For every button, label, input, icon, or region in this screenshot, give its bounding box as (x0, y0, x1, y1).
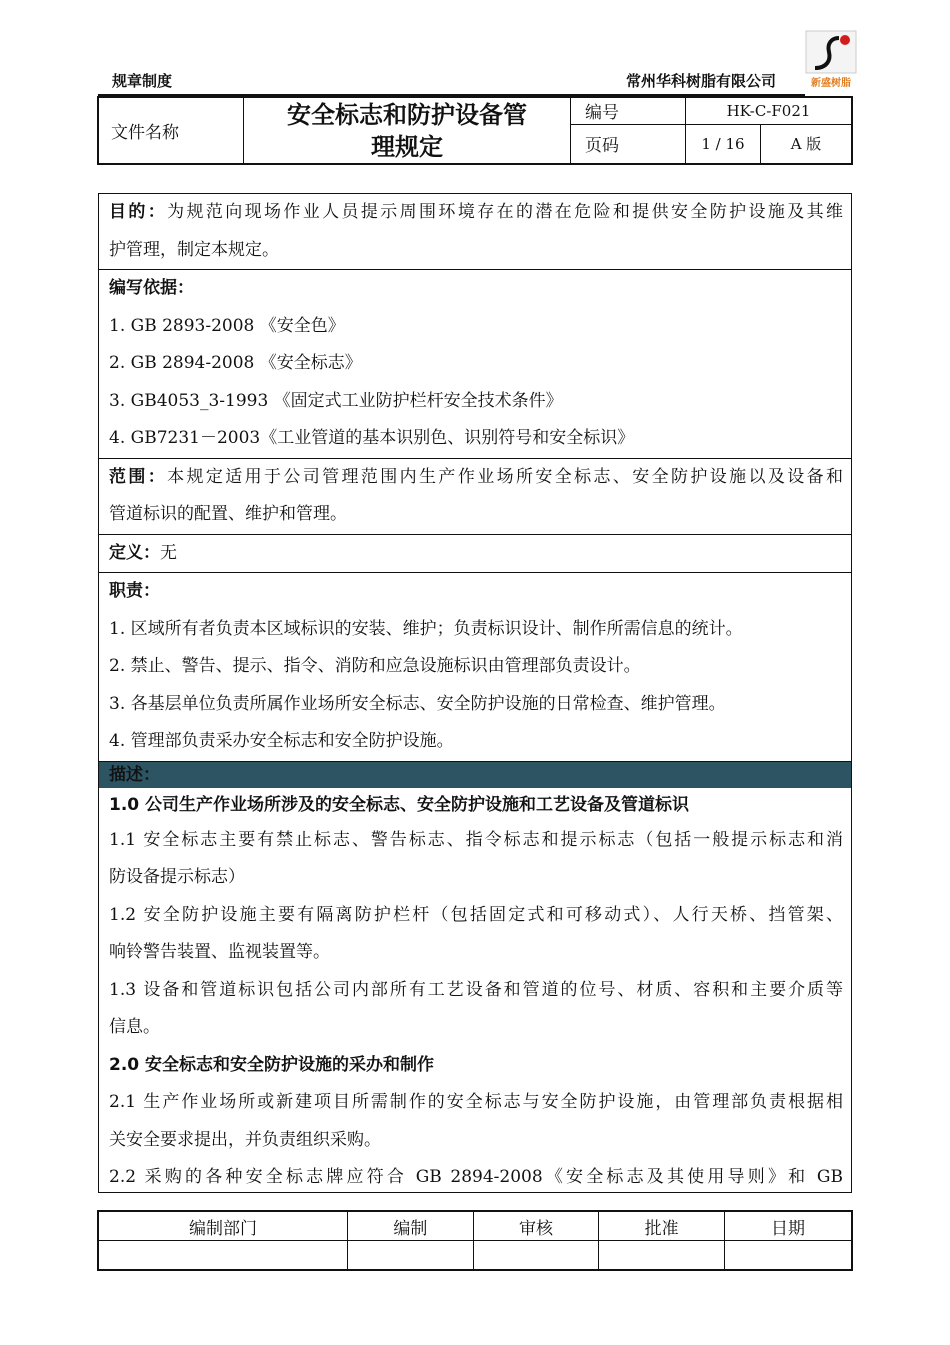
approval-value-reviewer (473, 1241, 599, 1271)
purpose-label: 目的： (109, 202, 168, 222)
duty-item: 2. 禁止、警告、提示、指令、消防和应急设施标识由管理部负责设计。 (109, 656, 641, 676)
number-value: HK-C-F021 (686, 97, 853, 124)
duties-label: 职责： (109, 581, 160, 601)
logo-mark-icon (805, 30, 857, 74)
description-heading-1: 1.0 公司生产作业场所涉及的安全标志、安全防护设施和工艺设备及管道标识 (109, 794, 690, 815)
company-logo (805, 30, 857, 90)
scope-line2: 管道标识的配置、维护和管理。 (109, 504, 347, 524)
basis-item: 2. GB 2894-2008 《安全标志》 (109, 353, 362, 373)
duty-item: 1. 区域所有者负责本区域标识的安装、维护；负责标识设计、制作所需信息的统计。 (109, 618, 743, 639)
number-label: 编号 (571, 97, 686, 124)
document-title-line1: 安全标志和防护设备管 (287, 100, 527, 129)
duty-item: 3. 各基层单位负责所属作业场所安全标志、安全防护设施的日常检查、维护管理。 (109, 693, 726, 714)
file-name-label: 文件名称 (98, 97, 244, 164)
description-paragraph: 信息。 (109, 1017, 160, 1037)
duties-section (99, 573, 851, 762)
basis-section (99, 270, 851, 459)
purpose-line1 (99, 194, 851, 232)
purpose-line2: 护管理，制定本规定。 (109, 239, 279, 260)
page-label: 页码 (571, 124, 686, 164)
approval-value-approver (599, 1241, 725, 1271)
page-value: 1 / 16 (686, 124, 761, 164)
basis-item: 4. GB7231－2003《工业管道的基本识别色、识别符号和安全标识》 (109, 428, 635, 448)
document-body (98, 193, 852, 1193)
description-paragraph: 防设备提示标志） (109, 867, 245, 887)
description-paragraph: 响铃警告装置、监视装置等。 (109, 942, 330, 962)
title-block (97, 96, 853, 165)
approval-value-date (725, 1241, 853, 1271)
description-paragraph: 关安全要求提出，并负责组织采购。 (109, 1129, 381, 1150)
description-section (99, 788, 851, 1194)
logo-text: 新盛树脂 (811, 78, 851, 89)
approval-header-author: 编制 (348, 1211, 474, 1241)
basis-label: 编写依据： (109, 278, 194, 298)
definition-line (99, 535, 851, 573)
approval-value-author (348, 1241, 474, 1271)
scope-text-1: 本规定适用于公司管理范围内生产作业场所安全标志、安全防护设施以及设备和 (167, 466, 844, 487)
approval-header-date: 日期 (725, 1211, 853, 1241)
document-title-line2: 理规定 (371, 132, 443, 161)
basis-item: 3. GB4053_3-1993 《固定式工业防护栏杆安全技术条件》 (109, 390, 563, 411)
scope-line1 (99, 459, 851, 497)
scope-label: 范围： (109, 466, 168, 487)
description-paragraph: 2.2 采购的各种安全标志牌应符合 GB 2894-2008《安全标志及其使用导则》和 GB (109, 1167, 843, 1187)
header-category: 规章制度 (112, 72, 173, 90)
version-value: A 版 (761, 124, 853, 164)
definition-label: 定义： (109, 542, 160, 563)
basis-item: 1. GB 2893-2008 《安全色》 (109, 315, 345, 336)
description-paragraph: 1.2 安全防护设施主要有隔离防护栏杆（包括固定式和可移动式）、人行天桥、挡管架、 (109, 904, 843, 925)
description-paragraph: 2.1 生产作业场所或新建项目所需制作的安全标志与安全防护设施，由管理部负责根据相 (109, 1092, 843, 1112)
purpose-text-1: 为规范向现场作业人员提示周围环境存在的潜在危险和提供安全防护设施及其维 (167, 202, 844, 222)
document-title (244, 97, 571, 164)
approval-header-department: 编制部门 (98, 1211, 348, 1241)
approval-header-reviewer: 审核 (473, 1211, 599, 1241)
description-paragraph: 1.3 设备和管道标识包括公司内部所有工艺设备和管道的位号、材质、容积和主要介质等 (109, 979, 843, 1000)
approval-table (97, 1210, 853, 1271)
purpose-section (99, 194, 851, 270)
definition-value: 无 (160, 542, 177, 563)
description-heading-2: 2.0 安全标志和安全防护设施的采办和制作 (109, 1054, 435, 1075)
header-company: 常州华科树脂有限公司 (626, 72, 777, 90)
scope-section (99, 459, 851, 535)
duty-item: 4. 管理部负责采办安全标志和安全防护设施。 (109, 731, 454, 751)
description-paragraph: 1.1 安全标志主要有禁止标志、警告标志、指令标志和提示标志（包括一般提示标志和消 (109, 829, 843, 850)
description-heading-bar: 描述： (99, 762, 851, 788)
approval-value-department (98, 1241, 348, 1271)
approval-header-approver: 批准 (599, 1211, 725, 1241)
definition-section (99, 535, 851, 574)
